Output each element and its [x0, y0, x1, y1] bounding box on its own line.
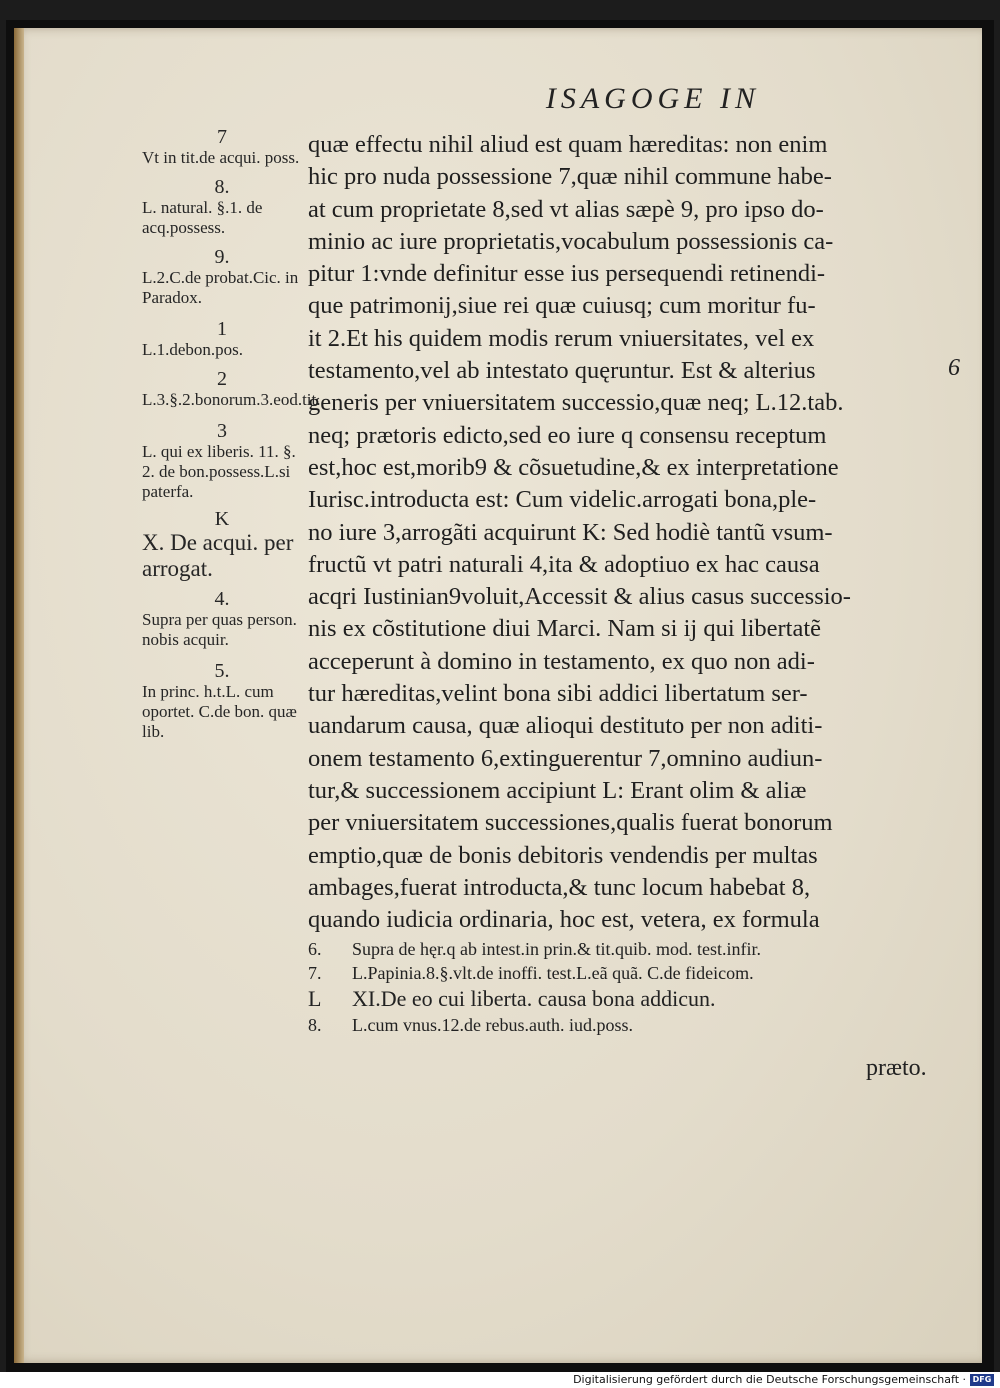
footnote [308, 937, 948, 961]
margin-note-text: L. natural. §.1. de acq.possess. [142, 198, 263, 237]
margin-note-text: L. qui ex liberis. 11. §. 2. de bon.possess.L.si paterfa. [142, 442, 296, 501]
footnote-mark: 7. [308, 963, 322, 983]
text-line: hic pro nuda possessione 7,quæ nihil commune habe- [308, 163, 832, 191]
text-line: tur hæreditas,velint bona sibi addici libertatum ser- [308, 680, 808, 708]
text-line: per vniuersitatem successiones,qualis fuerat bonorum [308, 809, 833, 837]
footnote-text: Supra de hęr.q ab intest.in prin.& tit.quib. mod. test.infir. [352, 939, 761, 959]
footer-bar [0, 1372, 1000, 1388]
footnotes-block [308, 937, 948, 1037]
footnote [308, 985, 948, 1013]
text-line: acceperunt à domino in testamento, ex quo non adi- [308, 647, 815, 675]
text-line: onem testamento 6,extinguerentur 7,omnino audiun- [308, 744, 823, 772]
margin-note-text: Vt in tit.de acqui. poss. [142, 148, 300, 167]
side-marginal-number: 6 [948, 355, 960, 381]
footnote-mark: L [308, 986, 322, 1011]
text-line: it 2.Et his quidem modis rerum vniuersitates, vel ex [308, 324, 815, 352]
text-line: emptio,quæ de bonis debitoris vendendis per multas [308, 841, 818, 869]
text-line: testamento,vel ab intestato quęruntur. Est & alterius [308, 357, 816, 385]
text-line: tur,& successionem accipiunt L: Erant olim & aliæ [308, 776, 807, 804]
footnote-mark: 6. [308, 939, 322, 959]
text-line: pitur 1:vnde definitur esse ius persequendi retinendi- [308, 260, 826, 288]
margin-notes [142, 126, 321, 746]
margin-note-number: K [214, 508, 230, 530]
footnote-text: L.Papinia.8.§.vlt.de inoffi. test.L.eã quã. C.de fideicom. [352, 963, 754, 983]
text-line: est,hoc est,morib9 & cõsuetudine,& ex interpretatione [308, 453, 839, 481]
text-line: ambages,fuerat introducta,& tunc locum habebat 8, [308, 873, 811, 901]
text-line: quæ effectu nihil aliud est quam hæreditas: non enim [308, 131, 828, 158]
margin-note-text: L.3.§.2.bonorum.3.eod.tit. [142, 390, 321, 409]
margin-note-text: L.2.C.de probat.Cic. in Paradox. [142, 268, 299, 307]
text-line: Iurisc.introducta est: Cum videlic.arrogati bona,ple- [308, 486, 817, 514]
margin-note-number: 7 [217, 126, 227, 148]
text-line: que patrimonij,siue rei quæ cuiusq; cum moritur fu- [308, 292, 816, 320]
book-spine-shadow [14, 28, 24, 1363]
footnote-text: XI.De eo cui liberta. causa bona addicun. [352, 986, 716, 1011]
footnote-text: L.cum vnus.12.de rebus.auth. iud.poss. [352, 1015, 633, 1035]
catchword: præto. [866, 1055, 927, 1081]
main-text-block [308, 129, 948, 936]
footnote-mark: 8. [308, 1015, 322, 1035]
margin-note-text: X. De acqui. per arrogat. [142, 530, 294, 581]
text-line: fructũ vt patri naturali 4,ita & adoptiuo ex hac causa [308, 550, 820, 578]
margin-note-number: 1 [217, 318, 227, 340]
text-line: at cum proprietate 8,sed vt alias sæpè 9, pro ipso do- [308, 195, 824, 223]
text-line: quando iudicia ordinaria, hoc est, vetera, ex formula [308, 906, 820, 934]
text-line: minio ac iure proprietatis,vocabulum possessionis ca- [308, 227, 834, 255]
margin-note-text: L.1.debon.pos. [142, 340, 244, 359]
footer-credit: Digitalisierung gefördert durch die Deutsche Forschungsgemeinschaft · [573, 1373, 966, 1386]
footnote [308, 1013, 948, 1037]
margin-note-number: 3 [217, 420, 227, 442]
margin-note-number: 4. [214, 588, 230, 610]
margin-note-number: 8. [214, 176, 230, 198]
text-line: generis per vniuersitatem successio,quæ neq; L.12.tab. [308, 389, 844, 417]
margin-note-text: In princ. h.t.L. cum oportet. C.de bon. quæ lib. [142, 682, 297, 741]
margin-note-number: 9. [214, 246, 230, 268]
margin-note-number: 5. [214, 660, 230, 682]
margin-note-number: 2 [217, 368, 227, 390]
text-line: uandarum causa, quæ alioqui destituto per non aditi- [308, 712, 823, 740]
text-line: no iure 3,arrogãti acquirunt K: Sed hodiè tantũ vsum- [308, 518, 833, 546]
running-head: ISAGOGE IN [545, 82, 760, 115]
footnote [308, 961, 948, 985]
text-line: nis ex cõstitutione diui Marci. Nam si ij qui libertatẽ [308, 615, 822, 643]
dfg-logo-icon: DFG [970, 1374, 994, 1386]
text-line: neq; prætoris edicto,sed eo iure q consensu receptum [308, 421, 827, 449]
margin-note-text: Supra per quas person. nobis acquir. [142, 610, 297, 649]
text-line: acqri Iustinian9voluit,Accessit & alius casus successio- [308, 583, 851, 611]
